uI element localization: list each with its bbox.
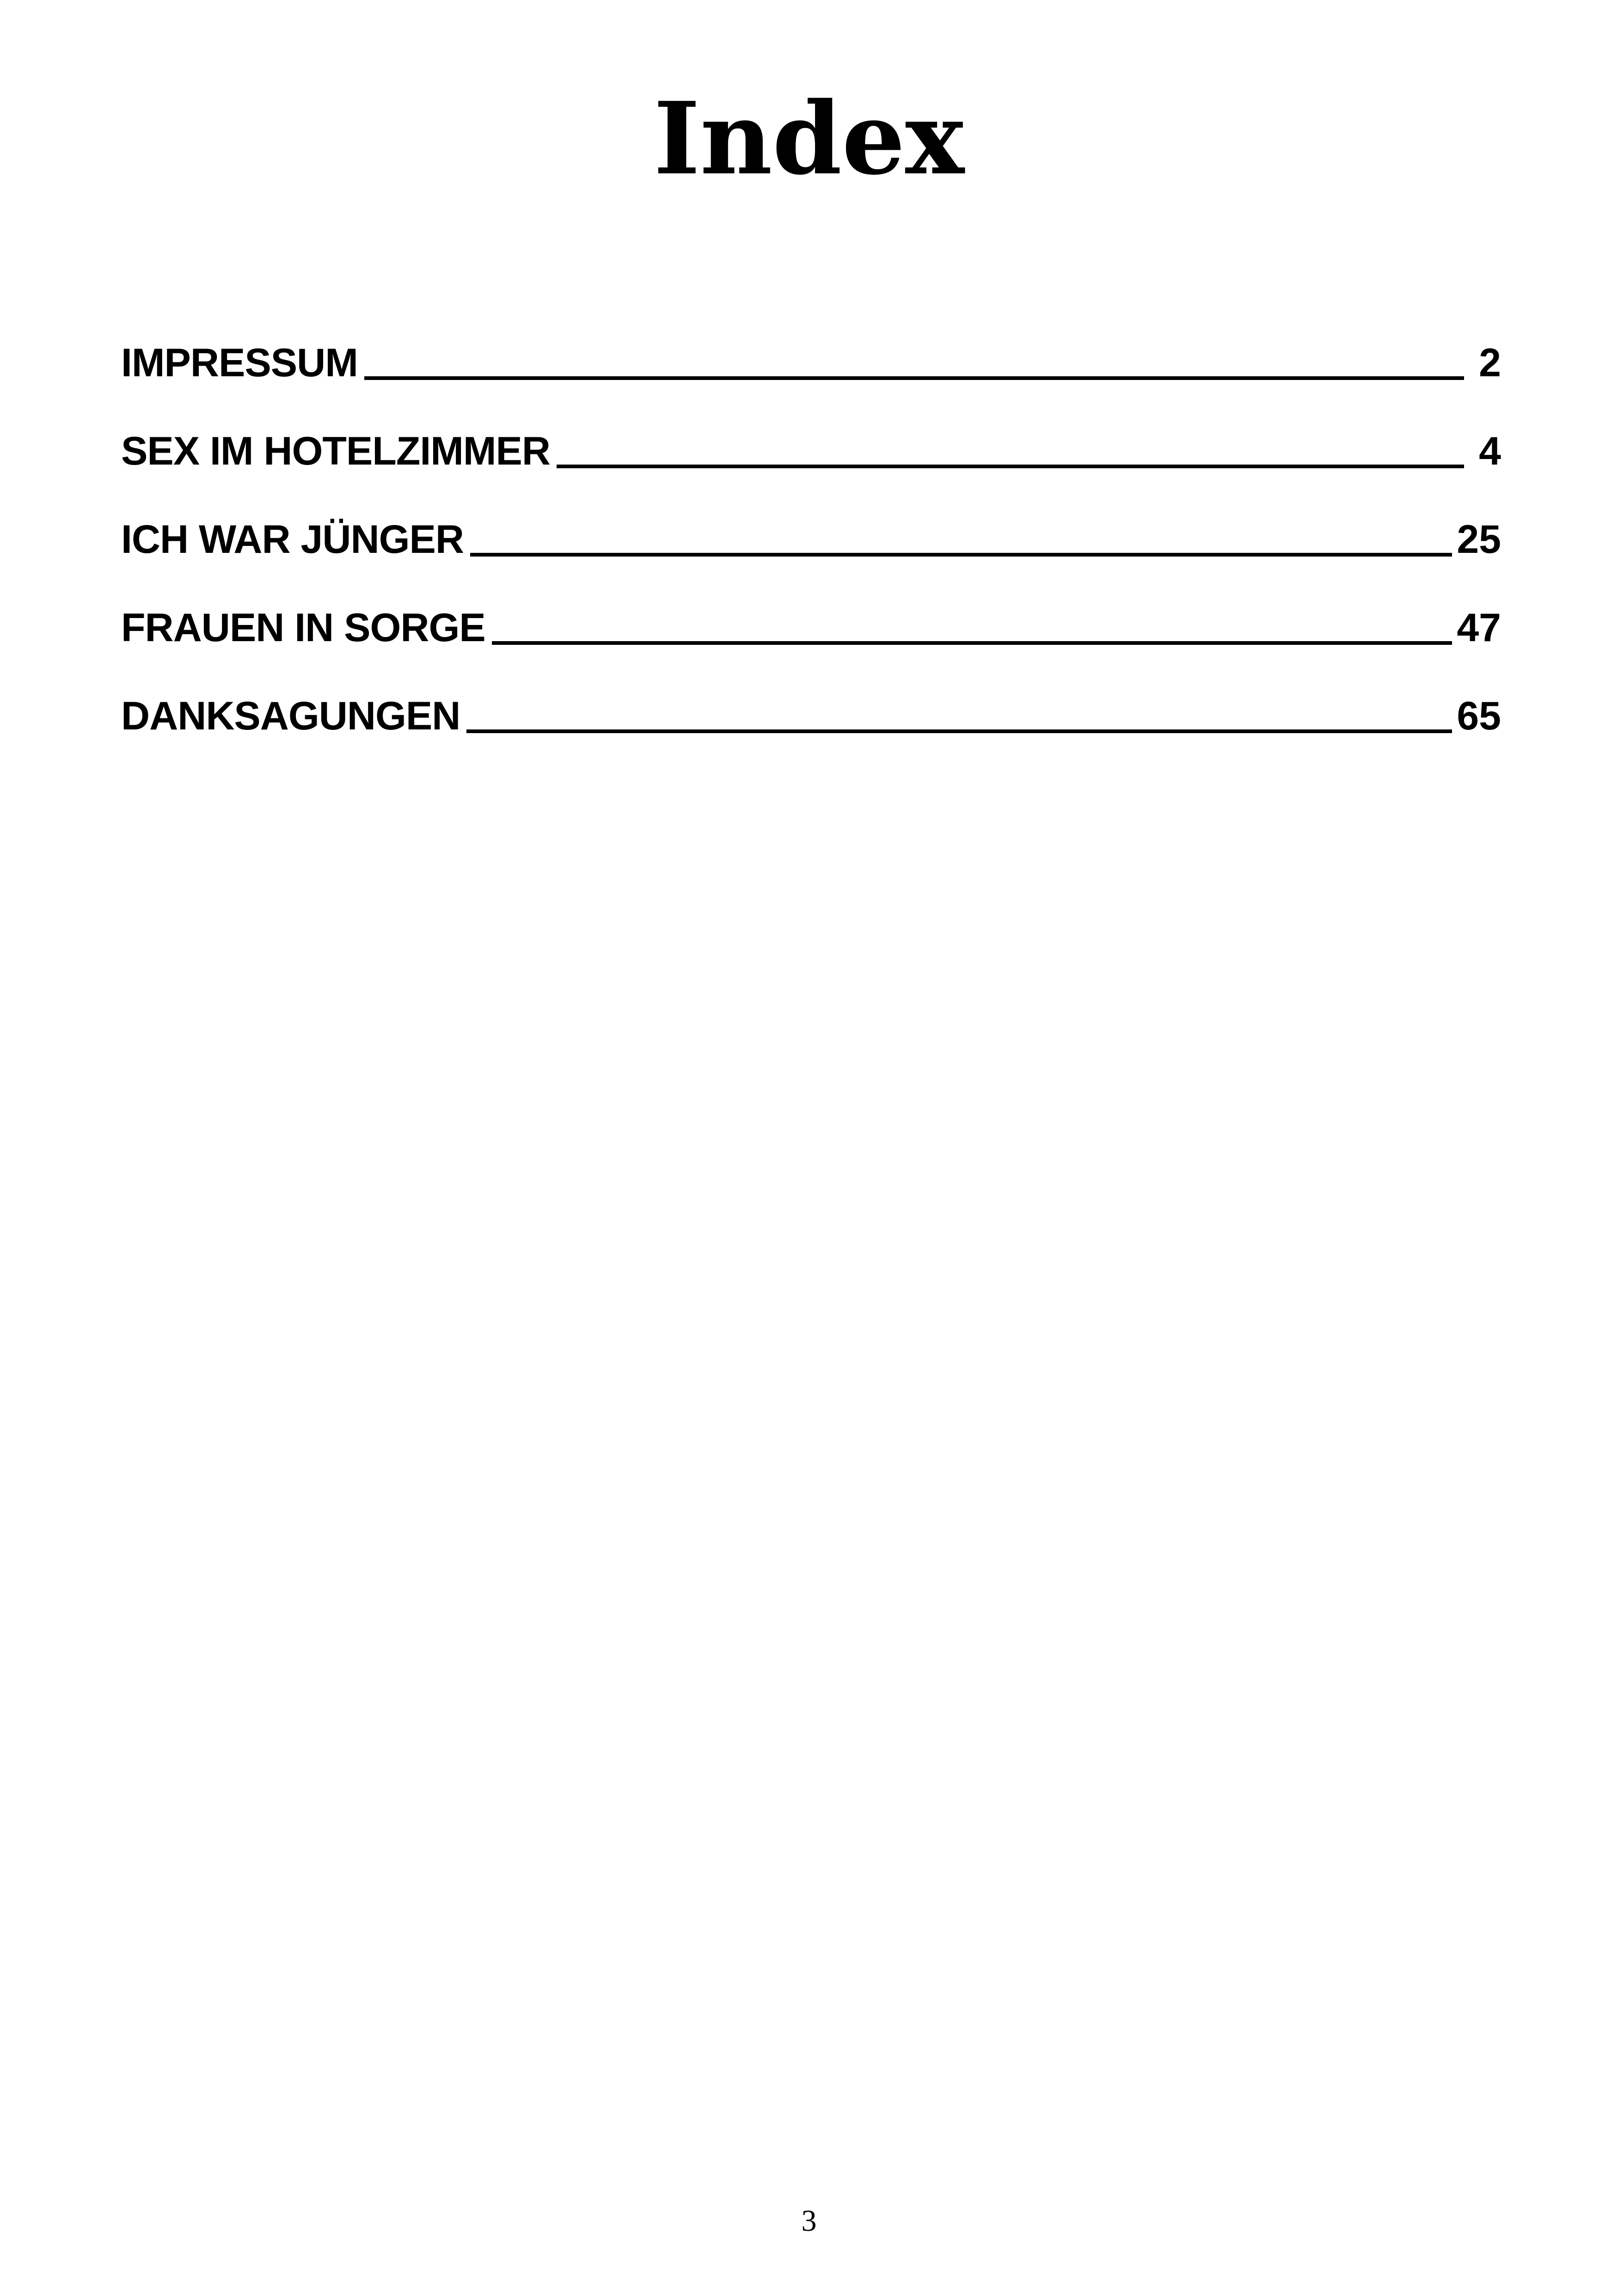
toc-entry-page: 25 (1457, 517, 1501, 562)
toc-leader-line (470, 553, 1452, 557)
toc-entry-label: IMPRESSUM (121, 341, 358, 385)
toc-leader-line (492, 641, 1453, 645)
toc-entry-impressum[interactable] (121, 324, 1501, 388)
toc-entry-label: FRAUEN IN SORGE (121, 606, 485, 650)
toc-entry-page: 65 (1457, 694, 1501, 738)
toc-entry-label: DANKSAGUNGEN (121, 694, 460, 738)
toc-entry-page: 4 (1479, 429, 1501, 473)
toc-entry-sex-im-hotelzimmer[interactable] (121, 412, 1501, 477)
page-number: 3 (801, 2204, 817, 2238)
toc-entry-frauen-in-sorge[interactable] (121, 588, 1501, 653)
page-title: Index (653, 80, 965, 197)
toc-leader-line (466, 729, 1452, 733)
toc-entry-ich-war-juenger[interactable] (121, 500, 1501, 565)
toc-entry-label: ICH WAR JÜNGER (121, 517, 464, 562)
toc-entry-page: 2 (1479, 341, 1501, 385)
toc-entry-page: 47 (1457, 606, 1501, 650)
toc-leader-line (557, 465, 1464, 468)
toc-entry-label: SEX IM HOTELZIMMER (121, 429, 550, 473)
toc-leader-line (364, 376, 1464, 380)
toc-entry-danksagungen[interactable] (121, 677, 1501, 741)
